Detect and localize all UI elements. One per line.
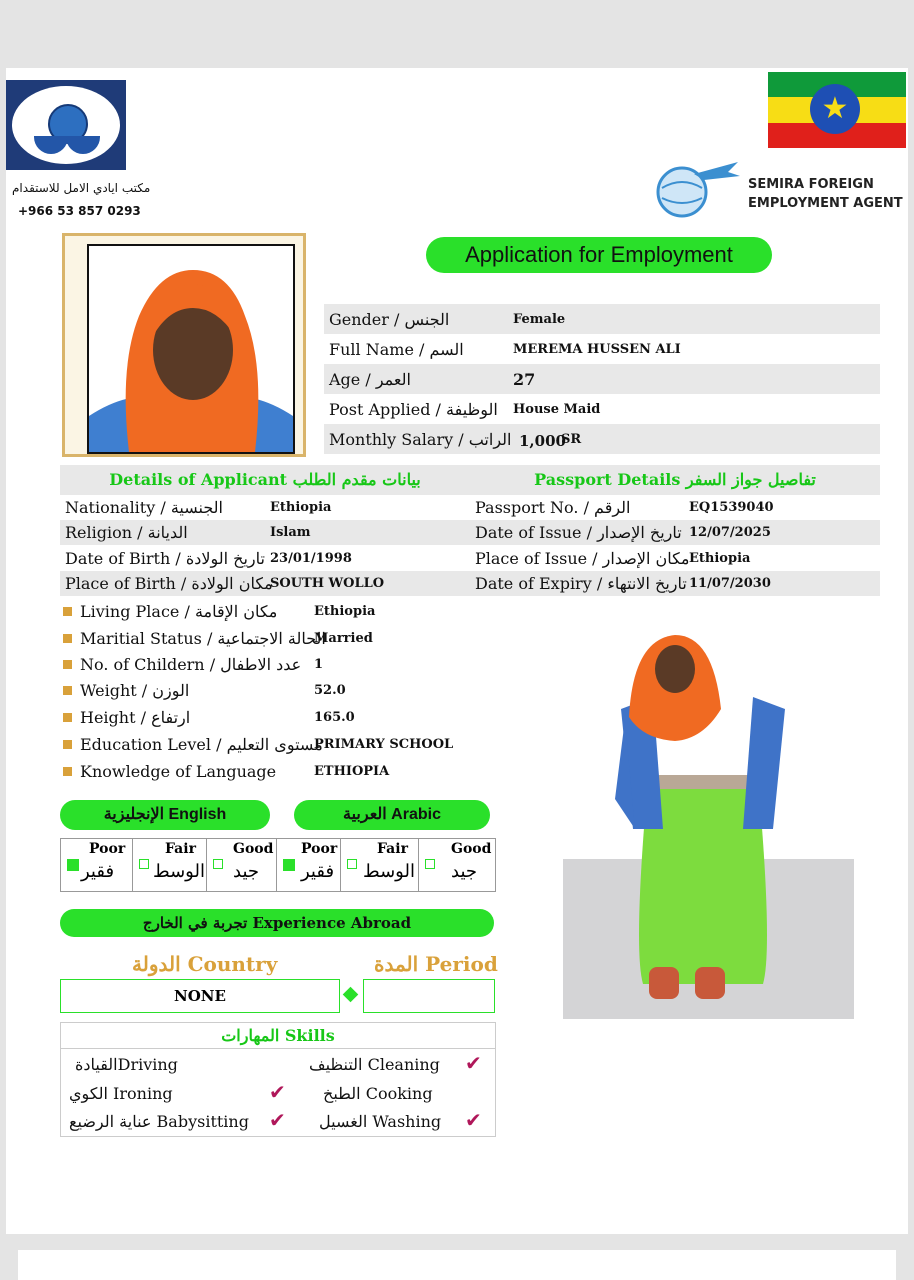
office-name: مكتب ايادي الامل للاستقدام: [12, 181, 151, 195]
detail-weight: Weight / الوزن 52.0: [60, 678, 510, 703]
info-row-monthly-salary: Monthly Salary / الراتب 1,000 SR: [324, 424, 880, 454]
checkbox-icon: [213, 859, 223, 869]
info-row-gender: Gender / الجنس Female: [324, 304, 880, 334]
passport-row-expiry-date: Date of Expiry / تاريخ الانتهاء 11/07/2030: [470, 571, 880, 596]
checkbox-checked-icon: [283, 859, 295, 871]
office-phone: +966 53 857 0293: [18, 204, 141, 218]
english-level-fair[interactable]: Fair الوسط: [133, 839, 207, 891]
arabic-language-pill: العربية Arabic: [294, 800, 490, 830]
period-label: المدة Period: [374, 952, 498, 976]
check-icon: ✔: [465, 1051, 482, 1075]
passport-row-number: Passport No. / الرقم EQ1539040: [475, 498, 774, 517]
skill-ironing: الكوي Ironing: [69, 1084, 173, 1103]
arabic-level-fair[interactable]: Fair الوسط: [341, 839, 419, 891]
info-row-post-applied: Post Applied / الوظيفة House Maid: [329, 400, 601, 419]
check-icon: ✔: [269, 1108, 286, 1132]
detail-marital-status: Maritial Status / الحالة الاجتماعية Married: [60, 626, 510, 651]
passport-row-issue-place: Place of Issue / مكان الإصدار Ethiopia: [475, 549, 751, 568]
applicant-portrait: [87, 244, 295, 454]
hand-icon: [66, 136, 100, 154]
application-title: Application for Employment: [426, 237, 772, 273]
skill-babysitting: عناية الرضيع Babysitting: [69, 1112, 249, 1131]
applicant-full-photo: [563, 599, 854, 1019]
passport-details-heading: Passport Details تفاصيل جواز السفر: [470, 465, 880, 495]
english-language-pill: الإنجليزية English: [60, 800, 270, 830]
detail-language-knowledge: Knowledge of Language ETHIOPIA: [60, 759, 510, 784]
office-logo: [6, 80, 126, 170]
info-row-age: Age / العمر 27: [324, 364, 880, 394]
applicant-row-place-of-birth: Place of Birth / مكان الولادة SOUTH WOLLO: [60, 571, 470, 596]
english-level-poor[interactable]: Poor فقير: [61, 839, 133, 891]
experience-abroad-pill: تجربة في الخارج Experience Abroad: [60, 909, 494, 937]
applicant-row-dob: Date of Birth / تاريخ الولادة 23/01/1998: [65, 549, 352, 568]
detail-education: Education Level / مستوى التعليم PRIMARY SCHOOL: [60, 732, 510, 757]
check-icon: ✔: [465, 1108, 482, 1132]
hand-icon: [34, 136, 68, 154]
skill-washing: الغسيل Washing: [319, 1112, 442, 1131]
skill-driving: القيادةDriving: [75, 1055, 178, 1074]
detail-height: Height / ارتفاع 165.0: [60, 705, 510, 730]
detail-children: No. of Childern / عدد الاطفال 1: [60, 652, 510, 677]
checkbox-checked-icon: [67, 859, 79, 871]
language-level-grid: [60, 838, 496, 892]
period-value: [363, 979, 495, 1013]
skill-cleaning: التنظيف Cleaning: [309, 1055, 440, 1074]
applicant-portrait-frame: [62, 233, 306, 457]
next-page-sheet: [18, 1250, 896, 1280]
ethiopia-flag: [768, 72, 906, 148]
country-label: الدولة Country: [132, 952, 278, 976]
checkbox-icon: [347, 859, 357, 869]
info-row-full-name: Full Name / السم MEREMA HUSSEN ALI: [329, 340, 681, 359]
applicant-details-heading: Details of Applicant بيانات مقدم الطلب: [60, 465, 470, 495]
passport-row-issue-date: Date of Issue / تاريخ الإصدار 12/07/2025: [470, 520, 880, 545]
arabic-level-good[interactable]: Good جيد: [419, 839, 495, 891]
checkbox-icon: [139, 859, 149, 869]
applicant-row-nationality: Nationality / الجنسية Ethiopia: [65, 498, 332, 517]
arabic-level-poor[interactable]: Poor فقير: [277, 839, 341, 891]
applicant-row-religion: Religion / الديانة Islam: [60, 520, 470, 545]
skills-panel: [60, 1022, 496, 1137]
check-icon: ✔: [269, 1080, 286, 1104]
english-level-good[interactable]: Good جيد: [207, 839, 277, 891]
airplane-globe-logo: [644, 158, 740, 220]
skill-cooking: الطبخ Cooking: [323, 1084, 433, 1103]
country-value: NONE: [60, 979, 340, 1013]
agent-name: SEMIRA FOREIGN EMPLOYMENT AGENT: [748, 177, 903, 211]
skills-heading: المهارات Skills: [61, 1023, 495, 1049]
detail-living-place: Living Place / مكان الإقامة Ethiopia: [60, 599, 510, 624]
star-emblem-icon: ★: [810, 84, 860, 134]
checkbox-icon: [425, 859, 435, 869]
